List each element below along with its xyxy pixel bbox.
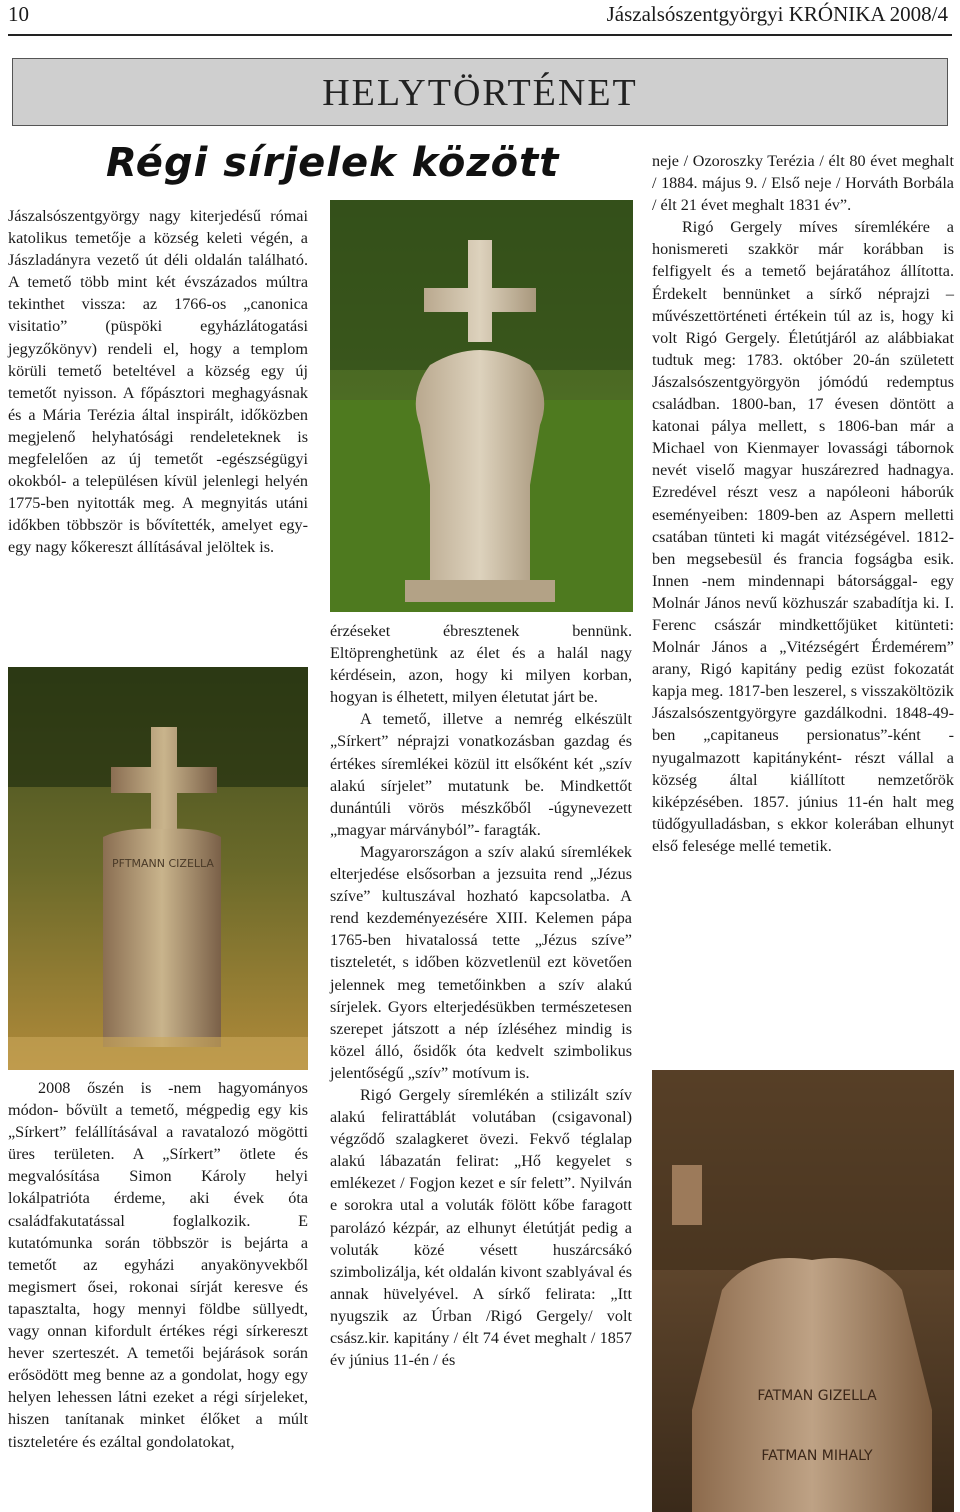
paragraph: Rigó Gergely síremlékén a stilizált szív alakú felirattáblát volutában (csigavonal) végződő szalagkeret övezi. Fekvő téglalap alakú lábazatán felirat: „Hő kegyelet s emlékezet / Fogjon kezet e sír felett”. Nyilván e sorokra utal a voluták fölött kőbe faragott parolázó kézpár, az elhunyt életútját pedig a voluták közé vésett huszárcsákó szimbolizálja, két oldalán kivont szablyával és annak hüvelyével. A sírkő felirata: „Itt nyugszik az Úrban /Rigó Gergely/ volt csász.kir. kapitány / élt 74 évet meghalt / 1857 év június 11-én / és xyxy=(330,1085,632,1370)
page-number: 10 xyxy=(8,2,29,26)
photo-stone-cross-sunlit xyxy=(8,667,308,1070)
article-column-3 xyxy=(652,150,954,857)
photo-fatman-gravestone xyxy=(652,1070,954,1512)
article-title: Régi sírjelek között xyxy=(106,140,560,186)
stone-inscription-line-1: FATMAN GIZELLA xyxy=(757,1388,877,1404)
paragraph: neje / Ozoroszky Terézia / élt 80 évet meghalt / 1884. május 9. / Első neje / Horváth Borbála / élt 21 évet meghalt 1831 év”. xyxy=(652,152,954,215)
paragraph: érzéseket ébresztenek bennünk. Eltöprenghetünk az élet és a halál nagy kérdésein, azon, hogy ki milyen korban, hogyan is élhetett, milyen életutat járt be. xyxy=(330,622,632,707)
section-banner: HELYTÖRTÉNET xyxy=(12,58,948,126)
article-column-2 xyxy=(330,620,632,1371)
article-column-1-bottom xyxy=(8,1077,308,1453)
stone-inscription-line-2: FATMAN MIHALY xyxy=(761,1448,873,1464)
stone-inscription: PFTMANN CIZELLA xyxy=(112,857,214,870)
paragraph: 2008 őszén is -nem hagyományos módon- bővült a temető, mégpedig egy kis „Sírkert” felállításával a ravatalozó mögötti üres területen. A „Sírkert” ötlete és megvalósítása Simon Károly helyi lokálpatrióta érdeme, aki évek óta családfakutatással foglalkozik. E kutatómunka során többször is bejárta a temetőt az egyházi anyakönyvekből megismert ősei, rokonai sírját keresve és tapasztalta, hogy mennyi földbe süllyedt, vagy onnan kifordult értékes régi sírkereszt hever szerteszét. A temetői bejárások során erősödött meg benne az a gondolat, hogy egy helyen lehessen látni ezeket a régi sírjeleket, hiszen tanítanak minket élőket a múlt tiszteletére és ezáltal gondolatokat, xyxy=(8,1079,308,1451)
header-divider xyxy=(8,34,952,36)
article-column-1-top xyxy=(8,205,308,559)
paragraph: Rigó Gergely míves síremlékére a honismereti szakkör már korábban is felfigyelt és a temető bejáratához állította. Érdekelt bennünket a sírkő néprajzi – művészettörténeti értékein túl az is, hogy ki volt Rigó Gergely. Életútjáról az alábbiakat tudtuk meg: 1783. október 20-án született Jászalsószentgyörgyön jómódú redemptus családban. 1800-ban, 17 évesen döntött a katonai pálya mellett, s 1806-ban már a Michael von Kienmayer lovassági tábornok nevét viselő magyar huszárezred hadnagya. Ezredével részt vesz a napóleoni háborúk eseményeiben: 1809-ben az Aspern melletti csatában tünteti ki magát vitézségével. 1812-ben megsebesül és francia fogságba esik. Innen -nem mindennapi bátorsággal- egy Molnár János nevű közhuszár szabadítja ki. I. Ferenc császár mindkettőjüket kitünteti: Molnár János a „Vitézségért Érdemérem” arany, Rigó kapitány pedig ezüst fokozatát kapja meg. 1817-ben leszerel, s visszaköltözik Jászalsószentgyörgyre gazdálkodni. 1848-49-ben „capitaneus persionatus”-ként -nyugalmazott kapitányként- részt vállal a község által kiállított nemzetőrök kiképzésében. 1857. június 11-én halt meg tüdőgyulladásban, s ekkor kolerában elhunyt első felesége mellé temetik. xyxy=(652,218,954,855)
photo-heart-shaped-gravestone xyxy=(330,200,633,612)
paragraph: A temető, illetve a nemrég elkészült „Sírkert” néprajzi vonatkozásban gazdag és értékes síremlékei közül itt elsőként két „szív alakú sírjelet” mutatunk be. Mindkettőt dunántúli vörös mészkőből -úgynevezett „magyar márványból”- faragták. xyxy=(330,710,632,839)
paragraph: Jászalsószentgyörgy nagy kiterjedésű római katolikus temetője a község keleti végén, a Jászladányra vezető út déli oldalán található. A temető több mint két évszázados múltra tekinthet vissza: az 1766-os „canonica visitatio” (püspöki egyházlátogatási jegyzőkönyv) rendeli el, hogy a templom körüli temető beteltével a község egy új temetőt nyisson. A főpásztori meghagyásnak és a Mária Terézia által inspirált, időközben megjelenő helyhatósági rendeleteknek is megfelelően az új temetőt -egészségügyi okokból- a településen kívül jelenlegi helyén 1775-ben nyitották meg. A megnyitás utáni időkben többször is bővítették, amelyet egy-egy nagy kőkereszt állításával jelöltek is. xyxy=(8,207,308,557)
paragraph: Magyarországon a szív alakú síremlékek elterjedése elsősorban a jezsuita rend „Jézus szíve” kultuszával hozható kapcsolatba. A rend kezdeményezésére XIII. Kelemen pápa 1765-ben hivatalossá tette „Jézus szíve” tiszteletét, s időben közvetlenül ezt követően jelennek meg temetőinkben a szív alakú sírjelek. Gyors elterjedésükben természetesen szerepet játszott a nép ízléséhez mindig is közel álló, ősidők óta kedvelt szimbolikus jelentőségű „szív” motívum is. xyxy=(330,842,632,1082)
publication-title: Jászalsószentgyörgyi KRÓNIKA 2008/4 xyxy=(606,2,948,26)
